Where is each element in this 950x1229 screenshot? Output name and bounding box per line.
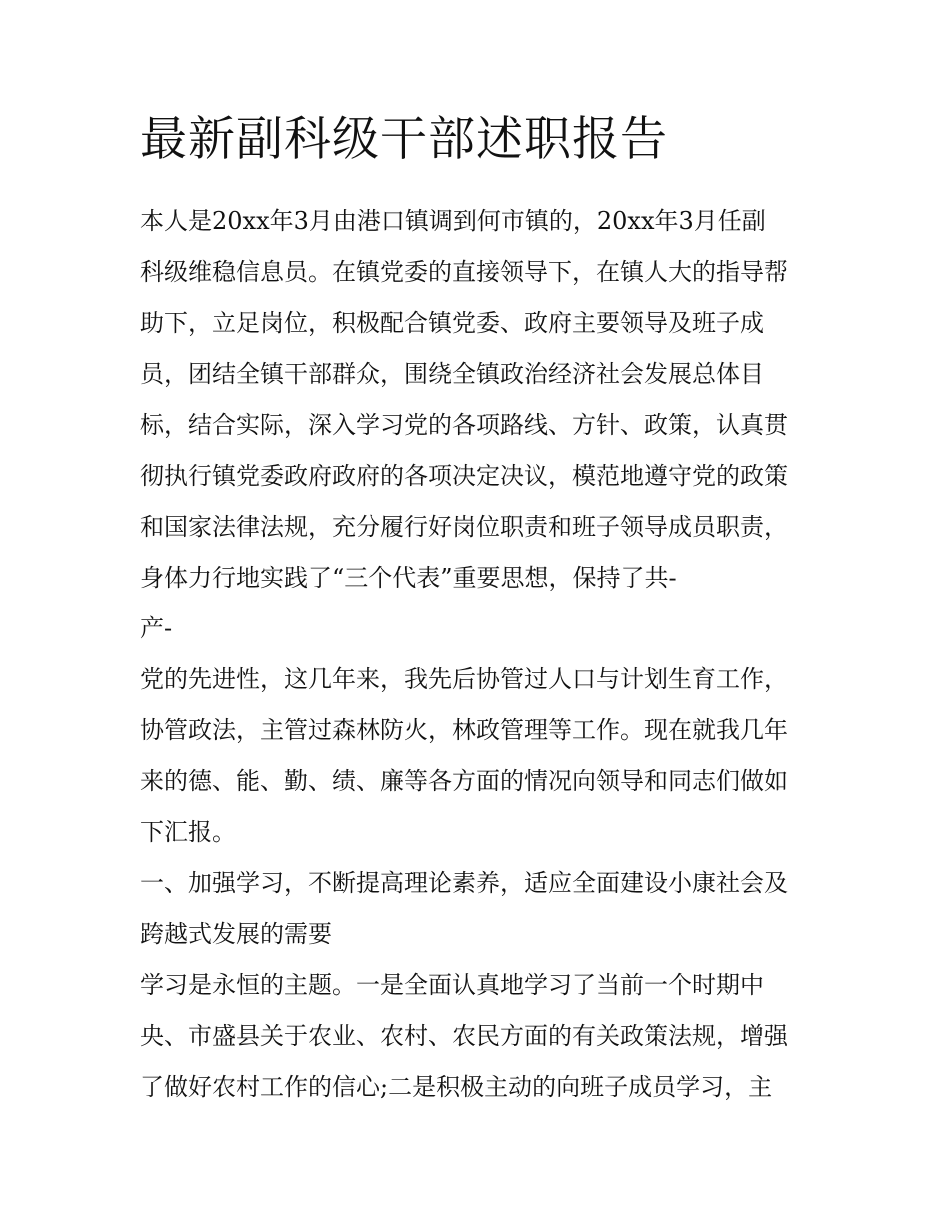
body-line: 央、市盛县关于农业、农村、农民方面的有关政策法规，增强: [140, 1022, 788, 1050]
body-line: 产-: [140, 614, 173, 642]
body-line: 彻执行镇党委政府政府的各项决定决议，模范地遵守党的政策: [140, 462, 788, 490]
section-heading: 一、加强学习，不断提高理论素养，适应全面建设小康社会及: [140, 869, 788, 897]
body-line: 科级维稳信息员。在镇党委的直接领导下，在镇人大的指导帮: [140, 258, 788, 286]
body-line: 下汇报。: [140, 818, 236, 846]
body-line: 标，结合实际，深入学习党的各项路线、方针、政策，认真贯: [140, 411, 788, 439]
body-line: 党的先进性，这几年来，我先后协管过人口与计划生育工作，: [140, 665, 788, 693]
document-title: 最新副科级干部述职报告: [140, 112, 668, 167]
body-line: 来的德、能、勤、绩、廉等各方面的情况向领导和同志们做如: [140, 767, 788, 795]
section-heading: 跨越式发展的需要: [140, 920, 332, 948]
body-line: 和国家法律法规，充分履行好岗位职责和班子领导成员职责，: [140, 513, 788, 541]
body-line: 员，团结全镇干部群众，围绕全镇政治经济社会发展总体目: [140, 360, 764, 388]
body-line: 协管政法，主管过森林防火，林政管理等工作。现在就我几年: [140, 716, 788, 744]
body-line: 学习是永恒的主题。一是全面认真地学习了当前一个时期中: [140, 971, 764, 999]
body-line: 身体力行地实践了“三个代表”重要思想，保持了共-: [140, 564, 677, 592]
body-line: 本人是20xx年3月由港口镇调到何市镇的，20xx年3月任副: [140, 207, 766, 235]
body-line: 了做好农村工作的信心;二是积极主动的向班子成员学习，主: [140, 1073, 773, 1101]
body-line: 助下，立足岗位，积极配合镇党委、政府主要领导及班子成: [140, 309, 764, 337]
